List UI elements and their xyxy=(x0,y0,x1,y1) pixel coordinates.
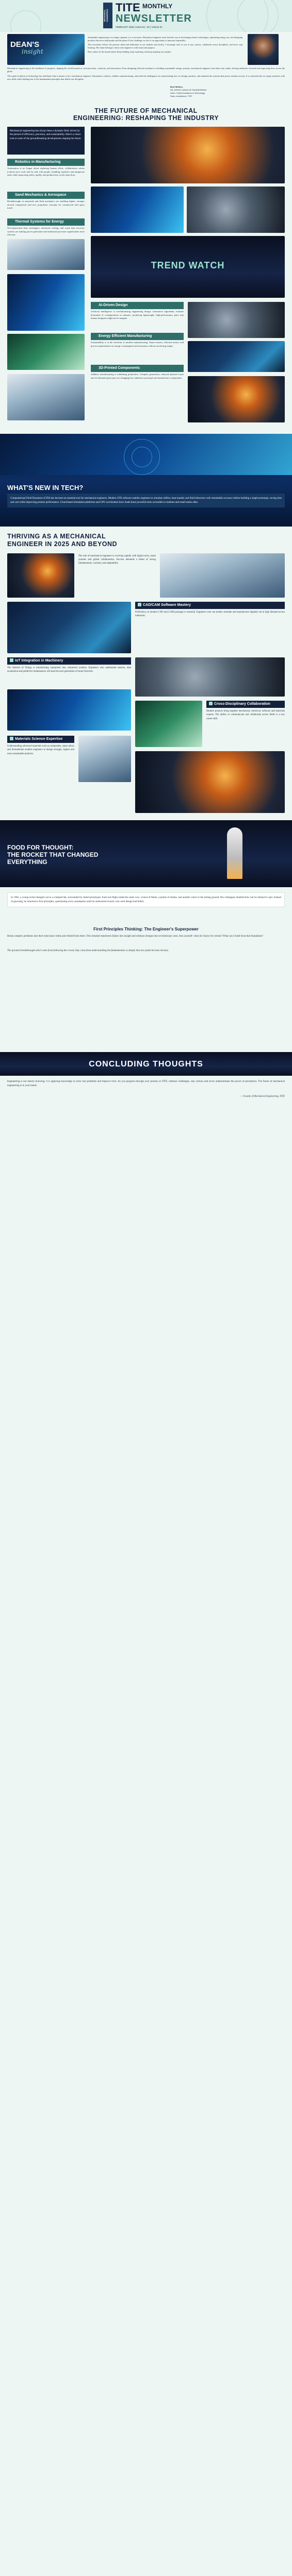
wifi-icon xyxy=(10,658,13,662)
printing-image xyxy=(7,374,85,420)
thriving-item-text: Modern projects bring together mechanical, electrical, software and materials experts. The ability to communicate and collaborate across fields is a key career skill. xyxy=(206,710,285,720)
future-item-title: Thermal Systems for Energy xyxy=(7,218,85,226)
thriving-item-iot xyxy=(7,657,131,674)
thriving-section xyxy=(0,527,292,820)
future-item-robotics xyxy=(7,159,85,177)
thriving-item-title: CAD/CAM Software Mastery xyxy=(135,602,285,609)
gears-image xyxy=(188,302,285,338)
cube-icon xyxy=(93,366,97,369)
concluding-signoff: — Faculty of Mechanical Engineering, TITE xyxy=(240,1095,285,1098)
future-item-title: Robotics in Manufacturing xyxy=(7,159,85,166)
thriving-item-text: The Internet of Things is transforming equipment into connected systems. Engineers who understand sensors, data acquisition and predictive maintenance will lead the next generation of smart factories. xyxy=(7,667,131,673)
sig-role-1: DR. (PROF.) DEAN OF ENGINEERING xyxy=(170,89,207,91)
dean-photo xyxy=(248,34,279,65)
thriving-title-line1: THRIVING AS A MECHANICAL xyxy=(7,533,106,540)
header xyxy=(0,0,292,32)
thriving-title-line2: ENGINEER IN 2025 AND BEYOND xyxy=(7,540,118,548)
sig-name: Best Wishes, xyxy=(170,86,183,88)
future-item-energy xyxy=(91,333,184,348)
engineer-image xyxy=(7,553,74,598)
deans-para-2: The rapid evolution of technology has redefined what it means to be a mechanical engineer. Automation, robotics, additive manufacturing, and artificial intelligence are transforming how we design, produce, and maintain the systems that power modern society. It is essential that we equip ourselves with new skills while holding fast to the fundamental principles that define our discipline. xyxy=(7,74,285,81)
thriving-item-title: IoT Integration in Machinery xyxy=(7,657,131,665)
workshop-image xyxy=(160,553,285,598)
future-title-line2: ENGINEERING: RESHAPING THE INDUSTRY xyxy=(73,114,219,122)
plane-icon xyxy=(10,193,13,196)
materials-lab-image xyxy=(135,751,285,813)
food-title-line3: EVERYTHING xyxy=(7,858,47,866)
food-title xyxy=(7,844,98,866)
deans-title-script: insight xyxy=(22,48,43,55)
robot-icon xyxy=(10,160,13,163)
thriving-title xyxy=(7,533,117,548)
materials-image xyxy=(78,736,131,782)
concluding-title: CONCLUDING THOUGHTS xyxy=(89,1060,203,1069)
concluding-text: Engineering is not merely knowing; it is applying knowledge to solve real problems and improve lives. As you progress through your journey at TITE, embrace challenges, stay curious and never underestimate the power of persistence. The future of mechanical engineering is in your hands. xyxy=(7,1080,285,1087)
food-title-line2: THE ROCKET THAT CHANGED xyxy=(7,851,99,858)
future-item-text: Breakthroughs in materials and fluid mechanics are enabling lighter, stronger aircraft components and new propulsion concepts for commercial and space travel. xyxy=(7,200,85,210)
deans-para-4: This newsletter reflects the passion, talent and dedication of our students and faculty. I encourage each of you to stay curious, collaborate across disciplines, and never stop learning. The future belongs to those who engineer it with vision and purpose. xyxy=(88,43,242,49)
thriving-item-title: Cross-Disciplinary Collaboration xyxy=(206,701,285,708)
chip-icon xyxy=(93,303,97,307)
deans-title: DEAN'S xyxy=(10,40,40,49)
future-item-ai xyxy=(91,302,184,320)
printed-part-image xyxy=(188,376,285,422)
thriving-item-title: Materials Science Expertise xyxy=(7,736,74,743)
future-item-text: Artificial intelligence is revolutionising engineering design. Generative algorithms evaluate thousands of configurations in minutes, producing lightweight, high-performance parts that human designers might never imagine. xyxy=(91,310,184,320)
monitor-icon xyxy=(138,603,141,606)
iot-device-image xyxy=(7,689,131,731)
energy-image xyxy=(7,334,85,370)
future-item-title: 3D-Printed Components xyxy=(91,365,184,372)
issue-info: FEBRUARY 2025 | Issue No.: 02 | Volume 01 xyxy=(116,26,163,28)
leaf-icon xyxy=(93,334,97,337)
atom-icon xyxy=(10,737,13,740)
deans-para-1: Mechanical engineering is the backbone of progress, shaping the world around us with precision, creativity, and innovation. From designing efficient machines to building sustainable energy systems, mechanical engineers turn ideas into reality, driving industries forward and improving lives across the globe. xyxy=(7,67,285,73)
whats-new-section xyxy=(0,434,292,527)
sig-role-2: Dean, Trident Academy of Technology xyxy=(170,92,205,94)
title-monthly: MONTHLY xyxy=(142,3,173,10)
concluding-section xyxy=(0,1052,292,1124)
deans-para-3: Sustainable engineering is no longer optional; it is a necessity. Mechanical engineers must lead the way in developing cleaner technologies, optimizing energy use, and designing products that serve both people and the planet. Every challenge we face is an opportunity to innovate responsibly. xyxy=(88,36,242,42)
people-icon xyxy=(209,702,213,705)
thriving-item-collab xyxy=(206,701,285,721)
food-story: In 1962, a young rocket designer sat in a cramped lab, surrounded by failed prototypes. Each test flight ended the same way: a burst of flame, a plume of smoke, and another crater in the testing ground. His colleagues doubted him, but he refused to quit. Instead of guessing, he returned to first principles, questioning every assumption until he understood exactly why each design had failed. xyxy=(7,892,285,907)
rocket-icon xyxy=(227,827,242,879)
future-item-3d xyxy=(91,365,184,380)
thermometer-icon xyxy=(10,219,13,223)
future-item-text: Additive manufacturing is redefining production. Complex geometries, reduced material waste and on-demand spare parts are changing how industries prototype and manufacture components. xyxy=(91,373,184,379)
trend-watch-title: TREND WATCH xyxy=(151,260,225,270)
future-section xyxy=(0,104,292,434)
whats-new-title: WHAT'S NEW IN TECH? xyxy=(7,484,84,492)
turbine-image xyxy=(187,187,285,233)
iot-image xyxy=(135,657,285,697)
ai-design-image xyxy=(7,274,85,331)
principles-title: First Principles Thinking: The Engineer's Superpower xyxy=(93,927,199,931)
thriving-intro: The role of mechanical engineers is evolving rapidly with digital tools, smart systems and global collaboration. Success demands a blend of strong fundamentals, curiosity and adaptability. xyxy=(78,555,156,565)
page-background-fill xyxy=(0,1124,292,2576)
aerospace-image xyxy=(91,187,184,233)
thriving-item-cad xyxy=(135,602,285,618)
deans-signature xyxy=(170,86,206,98)
future-intro-box xyxy=(7,127,85,155)
deans-insight-section xyxy=(0,32,292,104)
thriving-item-text: Understanding advanced materials such as composites, smart alloys and biomaterials enables engineers to design stronger, lighter and more sustainable products. xyxy=(7,745,75,755)
principles-text: Break complex problems into their most basic truths and rebuild from there. This mindset transforms failure into insight and ordinary designs into revolutionary ones. Ask yourself: what do I know for certain? What can I build from that foundation? xyxy=(7,935,264,938)
future-item-thermal xyxy=(7,218,85,237)
deans-para-5: Best wishes for the month ahead. Keep building, keep exploring, and keep inspiring one another. xyxy=(88,50,172,54)
food-title-line1: FOOD FOR THOUGHT: xyxy=(7,844,74,851)
future-item-text: Next-generation heat exchangers, advanced cooling, and waste heat recovery systems are making power generation and industrial processes significantly more efficient. xyxy=(7,227,85,236)
future-item-text: Automation is no longer about replacing human effort; collaborative robots (cobots) now work side by side with people, handling repetitive and dangerous tasks while improving safety, quality and productivity on the shop floor. xyxy=(7,167,85,177)
thriving-item-materials xyxy=(7,736,74,756)
future-item-title: Energy Efficient Manufacturing xyxy=(91,333,184,340)
future-title-line1: THE FUTURE OF MECHANICAL xyxy=(94,107,198,114)
team-image xyxy=(135,701,202,747)
cad-image xyxy=(7,602,131,653)
future-item-aerospace xyxy=(7,192,85,210)
future-item-title: Sand Mechanics & Aerospace xyxy=(7,192,85,199)
food-section xyxy=(0,820,292,1052)
future-title xyxy=(0,107,292,122)
robotic-arm-image xyxy=(91,127,285,183)
future-intro: Mechanical engineering has always been a dynamic field, driven by the pursuit of efficiency, precision, and sustainability. Here's a closer look at some of the groundbreaking developments shaping the future. xyxy=(10,130,82,140)
future-item-title: AI-Driven Design xyxy=(91,302,184,309)
thermal-image xyxy=(7,239,85,270)
future-item-text: Sustainability is at the forefront of modern manufacturing. Smart sensors, efficient motors and process optimisation cut energy consumption and emissions without sacrificing output. xyxy=(91,341,184,347)
department-badge: MECHANICAL ENGINEERING xyxy=(103,3,112,28)
title-newsletter: NEWSLETTER xyxy=(116,13,192,24)
whats-new-text: Computational Fluid Dynamics (CFD) has become an essential tool for mechanical engineers. Modern CFD software enables engineers to simulate airflow, heat transfer and fluid behaviour with remarkable accuracy before building a single prototype, saving time and cost while improving product performance. Cloud-based simulation platforms and GPU acceleration have made these powerful tools accessible to students and small teams alike. xyxy=(7,494,285,507)
factory-image xyxy=(188,341,285,372)
thriving-item-text: Proficiency in modern CAD and CAM packages is essential. Engineers who can model, simulate and manufacture digitally are in high demand across industries. xyxy=(135,611,285,618)
brand-name: TITE xyxy=(116,1,140,14)
sig-role-3: Dean, Academics, TITE xyxy=(170,95,192,97)
food-quote: The greatest breakthroughs don't come from following the crowd, they come from understanding the fundamentals so deeply that new paths become obvious. xyxy=(7,950,169,952)
